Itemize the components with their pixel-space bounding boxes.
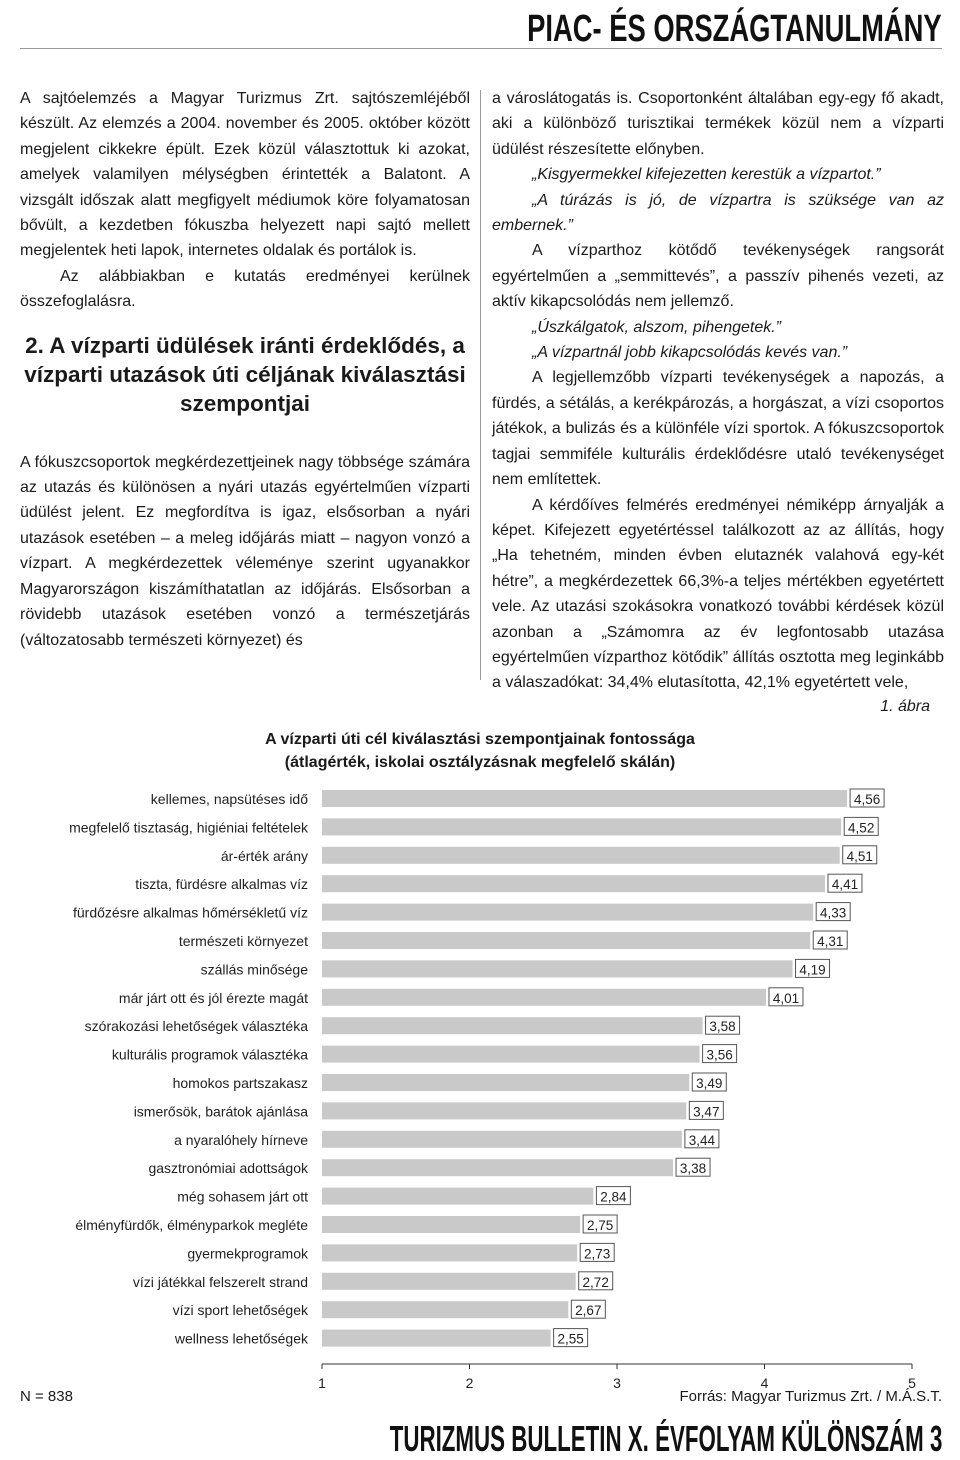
category-label: vízi játékkal felszerelt strand: [132, 1273, 308, 1290]
category-label: ismerősök, barátok ajánlása: [133, 1103, 308, 1120]
chart-bar: [322, 1074, 689, 1091]
category-label: élményfürdők, élményparkok megléte: [75, 1217, 308, 1233]
chart-title-block: [180, 728, 780, 774]
category-label: szállás minősége: [200, 961, 308, 978]
header-rule: [20, 48, 942, 49]
data-label: 3,56: [706, 1047, 733, 1063]
category-label: gasztronómiai adottságok: [148, 1160, 308, 1177]
data-label: 4,41: [831, 877, 859, 893]
quote: „A túrázás is jó, de vízpartra is szüksége van az embernek.”: [492, 191, 944, 235]
figure-label: 1. ábra: [880, 698, 930, 715]
data-label: 3,49: [696, 1076, 723, 1091]
paragraph: Az alábbiakban e kutatás eredményei kerülnek összefoglalásra.: [20, 267, 470, 311]
chart-bar: [322, 1244, 577, 1261]
category-label: kulturális programok választéka: [111, 1046, 308, 1063]
chart-bar: [322, 932, 810, 949]
x-tick-label: 3: [613, 1375, 621, 1391]
category-label: már járt ott és jól érezte magát: [118, 989, 308, 1006]
quote: „A vízpartnál jobb kikapcsolódás kevés van.”: [532, 344, 848, 362]
data-label: 4,56: [853, 792, 881, 807]
x-tick-label: 4: [760, 1375, 769, 1391]
chart-bar: [322, 875, 825, 892]
chart-title: A vízparti úti cél kiválasztási szempontjainak fontossága: [265, 731, 695, 748]
category-label: természeti környezet: [178, 933, 308, 949]
chart-bar: [322, 989, 766, 1006]
category-label: homokos partszakasz: [172, 1075, 308, 1091]
data-label: 4,33: [820, 905, 847, 921]
chart-bar: [322, 1046, 700, 1063]
data-label: 3,58: [709, 1019, 736, 1035]
section-heading: 2. A vízparti üdülések iránti érdeklődés, a vízparti utazások úti céljának kiválasztási szempontjai: [24, 332, 466, 416]
chart-bar: [322, 1301, 568, 1318]
data-label: 4,52: [848, 820, 875, 836]
paragraph: A sajtóelemzés a Magyar Turizmus Zrt. sajtószemléjéből készült. Az elemzés a 2004. november és 2005. október között megjelent cikkekre épült. Ezek közül választottuk ki azokat, amelyek valamilyen mélységben érintették a Balatont. A vizsgált időszak alatt megfigyelt médiumok köre folyamatosan bővült, a kezdetben fókuszba helyezett napi sajtó mellett megjelentek heti lapok, internetes oldalak és portálok is.: [20, 90, 470, 260]
category-label: vízi sport lehetőségek: [172, 1302, 308, 1319]
data-label: 4,19: [799, 962, 826, 978]
category-label: tiszta, fürdésre alkalmas víz: [135, 876, 308, 893]
category-label: gyermekprogramok: [187, 1245, 308, 1262]
category-label: a nyaralóhely hírneve: [174, 1131, 308, 1148]
paragraph: A fókuszcsoportok megkérdezettjeinek nagy többsége számára az utazás és különösen a nyári utazás egyértelműen vízparti üdülést jelent. Ez megfordítva is igaz, elsősorban a nyári utazások esetében – a meleg időjárás miatt – nagyon vonzó a vízpart. A megkérdezettek véleménye szerint ugyanakkor Magyarországon kiszámíthatatlan az időjárás. Elsősorban a rövidebb utazások esetében vonzó a természetjárás (változatosabb természeti környezet) és: [20, 453, 470, 649]
data-label: 3,44: [688, 1132, 716, 1148]
chart-bar: [322, 1017, 703, 1034]
chart-bar: [322, 1216, 580, 1233]
data-label: 3,47: [693, 1104, 720, 1120]
paragraph: A kérdőíves felmérés eredményei némiképp árnyalják a képet. Kifejezett egyetértéssel találkozott az az állítás, hogy „Ha tehetném, minden évben elutaznék valahová egy-két hétre”, a megkérdezettek 66,3%-a teljes mértékben egyetértett vele. Az utazási szokásokra vonatkozó további kérdések közül azonban a „Számomra az év legfontosabb utazása egyértelműen vízparthoz kötődik” állítás osztotta meg leginkább a válaszadókat: 34,4% elutasította, 42,1% egyetértett vele,: [492, 496, 944, 692]
chart-bar: [322, 790, 847, 807]
data-label: 2,72: [582, 1274, 609, 1290]
chart-bar: [322, 960, 793, 977]
data-label: 4,01: [772, 990, 800, 1006]
chart-bar: [322, 1188, 593, 1205]
footer-title: TURIZMUS BULLETIN X. ÉVFOLYAM KÜLÖNSZÁM 3: [389, 1418, 942, 1459]
x-tick-label: 5: [908, 1375, 916, 1391]
category-label: ár-érték arány: [220, 847, 308, 864]
x-tick-label: 2: [465, 1375, 474, 1391]
source-label: Forrás: Magyar Turizmus Zrt. / M.Á.S.T.: [679, 1388, 942, 1405]
data-label: 3,38: [679, 1161, 707, 1177]
chart-bar: [322, 1273, 576, 1290]
chart-bar: [322, 1330, 551, 1347]
category-label: szórakozási lehetőségek választéka: [84, 1018, 308, 1035]
chart-bar: [322, 904, 813, 921]
chart-bar: [322, 1159, 673, 1176]
paragraph: A legjellemzőbb vízparti tevékenységek a napozás, a fürdés, a sétálás, a kerékpározás, a horgászat, a vízi csoportos játékok, a bulizás és a különféle vízi sportok. A fókuszcsoportok tagjai semmiféle kulturális érdeklődésre utaló tevékenységet nem említettek.: [492, 369, 944, 489]
category-label: megfelelő tisztaság, higiéniai feltételek: [69, 819, 308, 836]
left-column: [20, 86, 470, 653]
category-label: még sohasem járt ott: [177, 1188, 308, 1205]
paragraph: a városlátogatás is. Csoportonként általában egy-egy fő akadt, aki a különböző turisztikai termékek közül nem a vízparti üdülést részesítette előnyben.: [492, 90, 944, 158]
data-label: 2,55: [557, 1331, 584, 1347]
data-label: 2,75: [586, 1218, 614, 1233]
data-label: 4,31: [817, 934, 844, 949]
chart-subtitle: (átlagérték, iskolai osztályzásnak megfelelő skálán): [284, 754, 676, 771]
data-label: 2,67: [575, 1303, 602, 1319]
category-label: wellness lehetőségek: [174, 1330, 308, 1347]
bar-chart: [0, 780, 960, 1391]
x-tick-label: 1: [318, 1375, 326, 1391]
quote: „Kisgyermekkel kifejezetten kerestük a vízpartot.”: [532, 166, 881, 184]
quote: „Úszkálgatok, alszom, pihengetek.”: [532, 318, 781, 336]
chart-bar: [322, 818, 841, 835]
right-column: [492, 86, 944, 696]
column-divider: [480, 90, 481, 680]
chart-bar: [322, 1131, 682, 1148]
sample-size-label: N = 838: [20, 1388, 73, 1405]
chart-bar: [322, 1102, 686, 1119]
data-label: 2,73: [584, 1246, 611, 1262]
data-label: 4,51: [846, 848, 873, 864]
category-label: kellemes, napsütéses idő: [150, 791, 308, 807]
paragraph: A vízparthoz kötődő tevékenységek rangsorát egyértelműen a „semmittevés”, a passzív pihenés vezeti, az aktív kikapcsolódás nem jellemző.: [492, 242, 944, 311]
section-title: PIAC- ÉS ORSZÁGTANULMÁNY: [527, 8, 942, 50]
category-label: fürdőzésre alkalmas hőmérsékletű víz: [73, 904, 308, 921]
data-label: 2,84: [600, 1189, 627, 1205]
chart-bar: [322, 847, 840, 864]
